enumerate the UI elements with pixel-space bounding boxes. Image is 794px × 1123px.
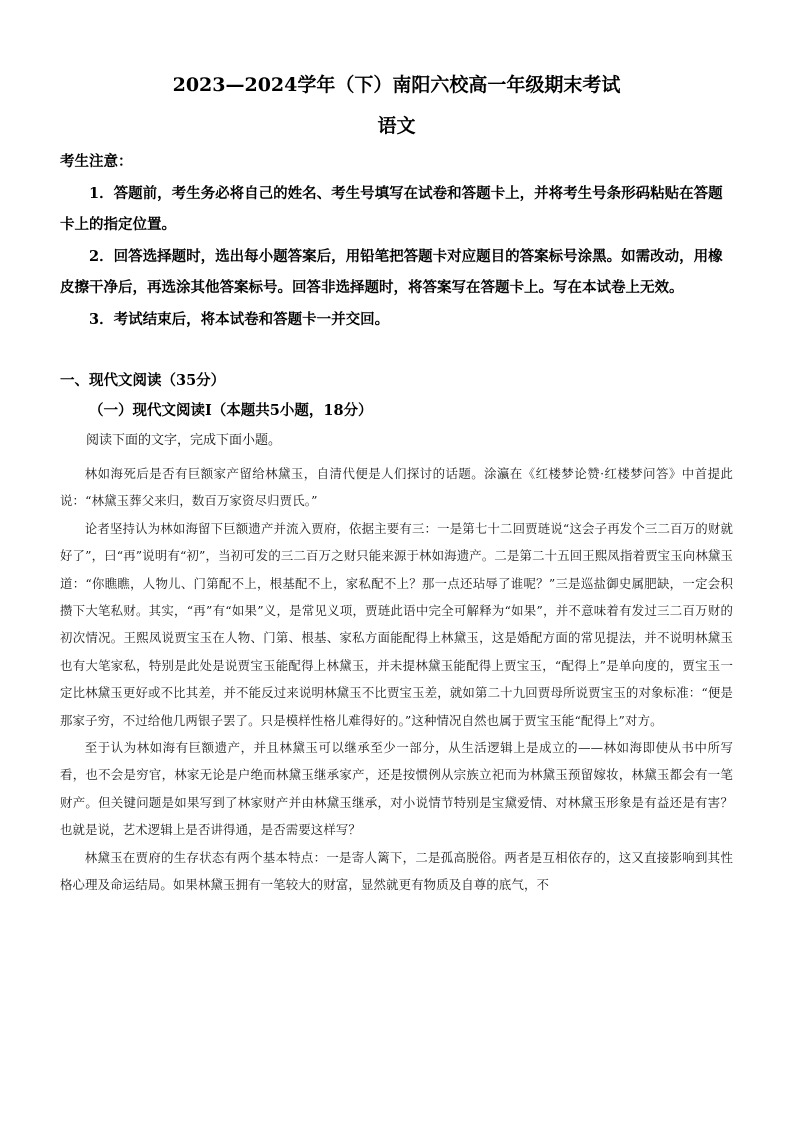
notice-item-3: 3．考试结束后，将本试卷和答题卡一并交回。 (89, 310, 390, 328)
reading-passage (60, 460, 733, 899)
candidate-notice (60, 146, 733, 335)
passage-paragraph-3: 至于认为林如海有巨额遗产，并且林黛玉可以继承至少一部分，从生活逻辑上是成立的——林如海即使从书中所写看，也不会是穷官，林家无论是户绝而林黛玉继承家产，还是按惯例从宗族立祀而为林黛玉预留嫁妆，林黛玉都会有一笔财产。但关键问题是如果写到了林家财产并由林黛玉继承，对小说情节特别是宝黛爱情、对林黛玉形象是有益还是有害？也就是说，艺术逻辑上是否讲得通，是否需要这样写？ (60, 740, 733, 838)
passage-paragraph-2: 论者坚持认为林如海留下巨额遗产并流入贾府，依据主要有三：一是第七十二回贾琏说“这会子再发个三二百万的财就好了”，曰“再”说明有“初”，当初可发的三二百万之财只能来源于林如海遗产。二是第二十五回王熙凤指着贾宝玉向林黛玉道：“你瞧瞧，人物儿、门第配不上，根基配不上，家私配不上？那一点还玷辱了谁呢？”三是巡盐御史属肥缺，一定会积攒下大笔私财。其实，“再”有“如果”义，是常见义项，贾琏此语中完全可解释为“如果”，并不意味着有发过三二百万财的初次情况。王熙凤说贾宝玉在人物、门第、根基、家私方面能配得上林黛玉，这是婚配方面的常见提法，并不说明林黛玉也有大笔家私，特别是此处是说贾宝玉能配得上林黛玉，并未提林黛玉能配得上贾宝玉，“配得上”是单向度的，贾宝玉一定比林黛玉更好或不比其差，并不能反过来说明林黛玉不比贾宝玉差，就如第二十九回贾母所说贾宝玉的对象标准：“便是那家子穷，不过给他几两银子罢了。只是模样性格儿难得好的。”这种情况自然也属于贾宝玉能“配得上”对方。 (60, 520, 733, 728)
passage-paragraph-4: 林黛玉在贾府的生存状态有两个基本特点：一是寄人篱下，二是孤高脱俗。两者是互相依存的，这又直接影响到其性格心理及命运结局。如果林黛玉拥有一笔较大的财富，显然就更有物质及自尊的底气，不 (60, 849, 733, 893)
reading-section (60, 366, 733, 456)
passage-paragraph-1: 林如海死后是否有巨额家产留给林黛玉，自清代便是人们探讨的话题。涂瀛在《红楼梦论赞·红楼梦问答》中首提此说：“林黛玉葬父来归，数百万家资尽归贾氏。” (60, 466, 733, 509)
exam-subject: 语文 (377, 115, 416, 137)
section-heading: 一、现代文阅读（35分） (60, 372, 226, 389)
notice-item-1: 1．答题前，考生务必将自己的姓名、考生号填写在试卷和答题卡上，并将考生号条形码粘贴在答题卡上的指定位置。 (60, 184, 723, 233)
exam-title: 2023—2024学年（下）南阳六校高一年级期末考试 (172, 74, 621, 96)
notice-item-2: 2．回答选择题时，选出每小题答案后，用铅笔把答题卡对应题目的答案标号涂黑。如需改动，用橡皮擦干净后，再选涂其他答案标号。回答非选择题时，将答案写在答题卡上。写在本试卷上无效。 (60, 247, 723, 296)
reading-instruction: 阅读下面的文字，完成下面小题。 (86, 433, 282, 448)
section-subheading: （一）现代文阅读Ⅰ（本题共5小题，18分） (89, 402, 373, 419)
notice-heading: 考生注意： (60, 153, 133, 170)
